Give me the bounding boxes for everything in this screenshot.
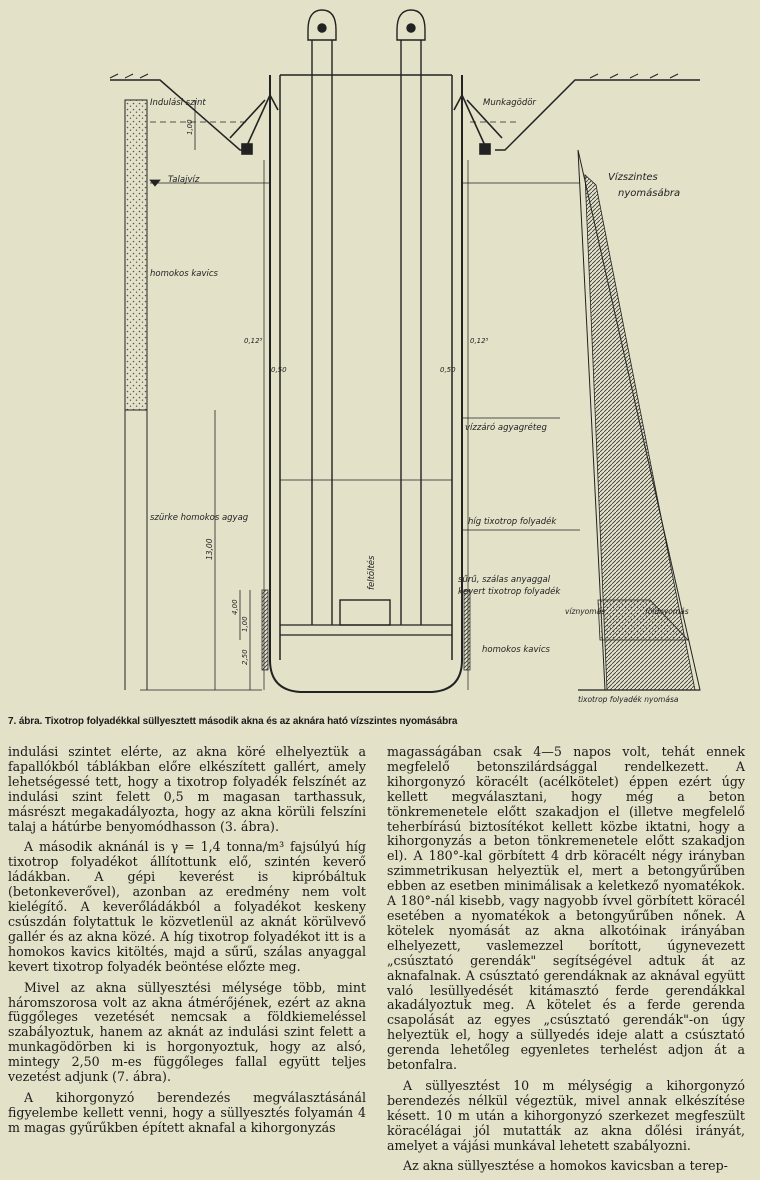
- ground-surface: [110, 74, 700, 150]
- label-tixotrop-nyomasa: tixotrop folyadék nyomása: [578, 695, 679, 704]
- dim-100: 1,00: [241, 616, 249, 632]
- paragraph: A süllyesztést 10 m mélységig a kihorgonyzó berendezés nélkül végeztük, mivel annak elkészítése késett. 10 m után a kihorgonyzó szerkezet megfeszült köracélágai jól mutatták az akna dőlési irányát, amelyet a vájási munkával lehetett szabályozni.: [387, 1077, 745, 1153]
- figure-caption: 7. ábra. Tixotrop folyadékkal süllyesztett második akna és az aknára ható vízszintes nyomásábra: [8, 716, 458, 727]
- level-lines: [140, 122, 580, 690]
- label-homokos-kavics-upper: homokos kavics: [150, 269, 218, 279]
- label-munkagodor: Munkagödör: [483, 98, 536, 108]
- dim-1300: 13,00: [205, 538, 214, 560]
- dim-top: 1,00: [186, 119, 194, 135]
- dim-250: 2,50: [241, 649, 249, 665]
- dim-400: 4,00: [231, 599, 239, 615]
- label-foldnyomas: földnyomás: [645, 607, 689, 616]
- paragraph: magasságában csak 4—5 napos volt, tehát ennek megfelelő betonszilárdsággal rendelkezett. A kihorgonyzó köracélt (acélkötelet) éppen ezért úgy kellett megválasztani, hogy még a beton tönkremenetele előtt szakadjon el (illetve megfelelő teherbírású biztosítékot kellett közbe iktatni, hogy a kihorgonyzás a beton tönkremenetele előtt szakadjon el). A 180°-kal görbített 4 drb köracélt négy irányban szimmetrikusan helyeztük el, mert a betongyűrűben ebben az esetben minimálisak a keletkező nyomatékok. A 180°-nál kisebb, vagy nagyobb ívvel görbített köracél esetében a nyomatékok a betongyűrűben nőnek. A kötelek nyomását az akna alkotóinak irányában elhelyezett, vaslemezzel borított, úgynevezett „csúsztató gerendák" segítségével adtuk át az aknafalnak. A csúsztató gerendáknak az aknával együtt való lesüllyedését kitámasztó ferde gerendákkal akadályoztuk meg. A kötelet és a ferde gerenda csapolását az egyes „csúsztató gerendák"-on úgy helyeztük el, hogy a süllyedés ideje alatt a csúsztató gerenda lehetőleg egyenletes terhelést adjon át a betonfalra.: [387, 744, 745, 1073]
- left-column: [8, 745, 366, 1142]
- paragraph: indulási szintet elérte, az akna köré elhelyeztük a fapallókból táblákban előre elkészített gallért, amely lehetségessé tett, hogy a tixotrop folyadék felszínét az indulási szint felett 0,5 m magasan tarthassuk, másrészt megakadályozta, hogy az akna körüli felszíni talaj a hátúrbe benyomódhasson (3. ábra).: [8, 744, 366, 834]
- guide-rods: [308, 10, 425, 625]
- label-vizszintes-2: nyomásábra: [618, 188, 681, 199]
- label-suru-szalas-1: sűrű, szálas anyaggal: [458, 575, 551, 585]
- label-vizzaro-agyagreteg: vízzáró agyagréteg: [465, 423, 547, 433]
- label-homokos-kavics-lower: homokos kavics: [482, 645, 550, 655]
- slurry-gap: [262, 160, 470, 690]
- paragraph: Mivel az akna süllyesztési mélysége több, mint háromszorosa volt az akna átmérőjének, ezért az akna függőleges vezetését nemcsak a földkiemeléssel szabályoztuk, hanem az aknát az indulási szint felett a munkagödörben ki is horgonyoztuk, hogy az alsó, mintegy 2,50 m-es függőleges fallal együtt teljes vezetést adjunk (7. ábra).: [8, 979, 366, 1085]
- label-suru-szalas-2: kevert tixotrop folyadék: [458, 587, 561, 597]
- paragraph: A második aknánál is γ = 1,4 tonna/m³ fajsúlyú híg tixotrop folyadékot állítottunk elő, szintén keverő ládákban. A gépi keverést is kipróbáltuk (betonkeverővel), azonban az eredmény nem volt kielégítő. A keverőládákból a folyadékot keskeny csúszdán folytattuk le közvetlenül az aknát körülvevő gallér és az akna közé. A híg tixotrop folyadékot itt is a homokos kavics kitöltés, majd a sűrű, szálas anyaggal kevert tixotrop folyadék beöntése előzte meg.: [8, 839, 366, 974]
- label-talajviz: Talajvíz: [168, 175, 200, 185]
- dimension-lines: [195, 100, 250, 690]
- label-feltoltes: feltöltés: [367, 555, 377, 590]
- dim-012-right: 0,12⁵: [470, 337, 489, 345]
- soil-column: [125, 100, 147, 690]
- label-indulasi-szint: Indulási szint: [150, 98, 206, 108]
- dim-050-right: 0,50: [440, 366, 456, 374]
- label-viznyomas: víznyomás: [565, 607, 606, 616]
- right-column: [387, 745, 745, 1180]
- dim-050-left: 0,50: [271, 366, 287, 374]
- label-szurke-homokos-agyag: szürke homokos agyag: [150, 513, 249, 523]
- paragraph: Az akna süllyesztése a homokos kavicsban a terep-: [403, 1158, 728, 1174]
- label-hig-tixotrop: híg tixotrop folyadék: [468, 517, 557, 527]
- dim-012-left: 0,12⁵: [244, 337, 263, 345]
- paragraph: A kihorgonyzó berendezés megválasztásánál figyelembe kellett venni, hogy a süllyesztés folyamán 4 m magas gyűrűkben épített aknafal a kihorgonyzás: [8, 1089, 366, 1135]
- label-vizszintes-1: Vízszintes: [608, 172, 658, 183]
